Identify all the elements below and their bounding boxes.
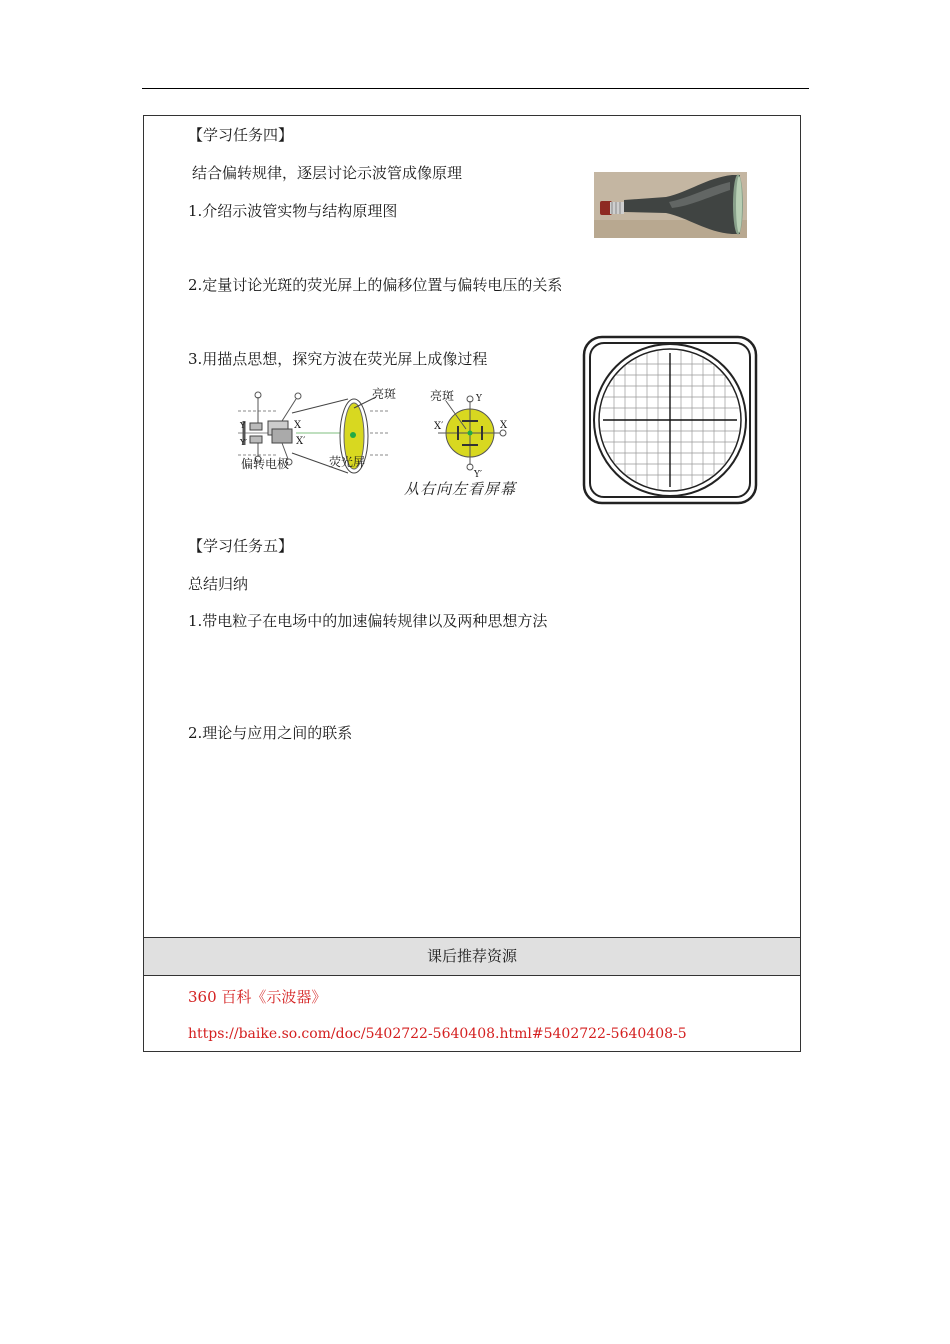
diagram-label-xp-2: X′ [434, 421, 444, 432]
task5-item-1: 1.带电粒子在电场中的加速偏转规律以及两种思想方法 [188, 612, 548, 630]
task4-title: 【学习任务四】 [188, 126, 294, 144]
diagram-label-yp-small: Y′ [240, 438, 248, 447]
diagram-label-xp: X′ [296, 436, 306, 447]
oscilloscope-tube-photo [594, 172, 747, 238]
task4-subtitle: 结合偏转规律，逐层讨论示波管成像原理 [192, 164, 463, 182]
content-frame [143, 115, 801, 1052]
oscilloscope-screen [582, 335, 760, 511]
resource-link-title[interactable]: 360 百科《示波器》 [188, 988, 327, 1006]
diagram-label-x: X [294, 420, 302, 431]
resource-link-url[interactable]: https://baike.so.com/doc/5402722-5640408.html#5402722-5640408-5 [188, 1026, 687, 1042]
resources-header: 课后推荐资源 [144, 937, 800, 976]
task4-item-2: 2.定量讨论光斑的荧光屏上的偏移位置与偏转电压的关系 [188, 276, 563, 294]
task5-summary: 总结归纳 [188, 575, 249, 593]
diagram-label-yp: Y′ [474, 470, 482, 480]
diagram-label-screen: 荧光屏 [329, 455, 366, 469]
task5-title: 【学习任务五】 [188, 537, 294, 555]
task4-item-3: 3.用描点思想，探究方波在荧光屏上成像过程 [188, 350, 488, 368]
diagram-caption: 从右向左看屏幕 [404, 480, 517, 498]
diagram-label-x-2: X [500, 420, 508, 431]
diagram-label-spot: 亮斑 [372, 387, 397, 401]
task5-item-2: 2.理论与应用之间的联系 [188, 724, 353, 742]
diagram-label-y-small: Y [240, 421, 246, 430]
diagram-label-spot-2: 亮斑 [430, 389, 455, 403]
deflection-diagram [238, 383, 538, 505]
header-rule [142, 88, 809, 89]
task4-item-1: 1.介绍示波管实物与结构原理图 [188, 202, 398, 220]
diagram-label-y: Y [476, 394, 482, 404]
diagram-label-electrode: 偏转电极 [241, 457, 290, 471]
